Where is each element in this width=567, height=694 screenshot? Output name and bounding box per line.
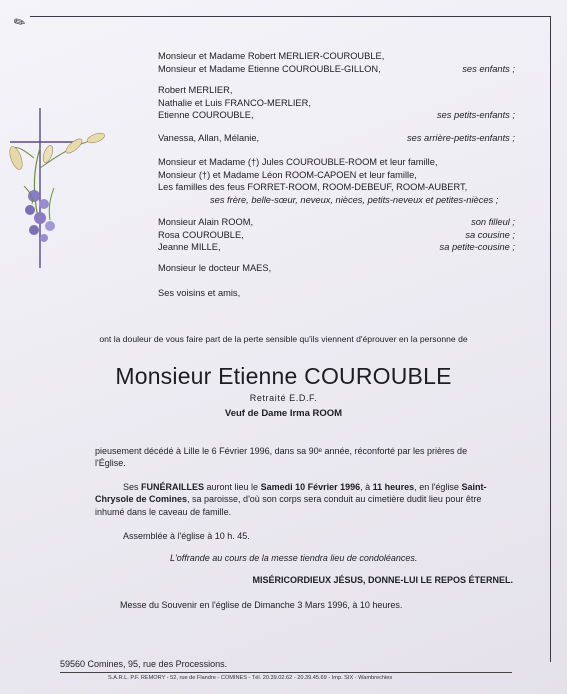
neighbors-section bbox=[0, 287, 567, 300]
deceased-line: l'Église. bbox=[95, 458, 126, 469]
deceased-first-name: Monsieur Etienne bbox=[115, 363, 298, 389]
assembly-line: Assemblée à l'église à 10 h. 45. bbox=[123, 531, 250, 541]
family-line: Les familles des feus FORRET-ROOM, ROOM-DEBEUF, ROOM-AUBERT, bbox=[158, 182, 468, 193]
deceased-paragraph bbox=[95, 445, 515, 470]
doctor-section bbox=[0, 262, 567, 275]
relative-role: sa petite-cousine ; bbox=[439, 242, 515, 253]
funeral-text: , en l'église bbox=[414, 482, 462, 492]
child-name: Monsieur et Madame Robert MERLIER-COUROUBLE, bbox=[158, 51, 385, 61]
great-grandchildren-section bbox=[0, 132, 567, 145]
printer-line: S.A.R.L. P.F. REMORY - 52, rue de Flandre - COMINES - Tél. 20.39.02.62 - 20.39.45.69 - Imp. SIX - Wambrechies bbox=[108, 675, 393, 681]
footer-divider bbox=[60, 672, 512, 673]
offrande-line: L'offrande au cours de la messe tiendra lieu de condoléances. bbox=[170, 553, 418, 563]
relative-role: sa cousine ; bbox=[465, 229, 515, 240]
address-line: 59560 Comines, 95, rue des Processions. bbox=[60, 659, 228, 669]
deceased-last-name: COUROUBLE bbox=[304, 363, 452, 389]
funeral-text: , à bbox=[360, 482, 373, 492]
children-role: ses enfants ; bbox=[462, 63, 515, 74]
family-line: Monsieur et Madame (†) Jules COUROUBLE-ROOM et leur famille, bbox=[158, 157, 438, 167]
pin-icon: ✎ bbox=[10, 12, 29, 32]
funeral-text: , sa paroisse, d'où son corps sera conduit au cimetière dudit lieu pour être bbox=[187, 494, 482, 505]
doctor-name: Monsieur le docteur MAES, bbox=[158, 263, 272, 273]
deceased-name bbox=[0, 363, 567, 390]
grandchild-name: Robert MERLIER, bbox=[158, 85, 233, 95]
family-line: Monsieur (†) et Madame Léon ROOM-CAPOEN et leur famille, bbox=[158, 169, 417, 180]
funeral-date: Samedi 10 Février 1996 bbox=[260, 482, 361, 492]
messe-line: Messe du Souvenir en l'église de Dimanche 3 Mars 1996, à 10 heures. bbox=[120, 600, 403, 610]
relatives-section bbox=[0, 216, 567, 254]
neighbors-line: Ses voisins et amis, bbox=[158, 288, 241, 298]
extended-family-role: ses frère, belle-sœur, neveux, nièces, petits-neveux et petites-nièces ; bbox=[210, 194, 499, 205]
grandchild-name: Etienne COUROUBLE, bbox=[158, 110, 254, 121]
widower-line: Veuf de Dame Irma ROOM bbox=[224, 408, 343, 419]
grandchildren-section bbox=[0, 84, 567, 122]
relative-role: son filleul ; bbox=[471, 217, 515, 227]
prayer-line: MISÉRICORDIEUX JÉSUS, DONNE-LUI LE REPOS ÉTERNEL. bbox=[252, 575, 513, 585]
funeral-text: auront lieu le bbox=[204, 482, 261, 492]
great-grandchildren-role: ses arrière-petits-enfants ; bbox=[407, 133, 515, 143]
funeral-line-1 bbox=[95, 481, 515, 493]
funeral-line-3: inhumé dans le caveau de famille. bbox=[95, 506, 232, 517]
funeral-word: FUNÉRAILLES bbox=[141, 482, 205, 492]
retired-line: Retraité E.D.F. bbox=[249, 393, 318, 403]
great-grandchildren-names: Vanessa, Allan, Mélanie, bbox=[158, 133, 260, 143]
funeral-prefix: Ses bbox=[123, 482, 142, 492]
intro-line: ont la douleur de vous faire part de la perte sensible qu'ils viennent d'éprouver en la personne de bbox=[99, 334, 468, 344]
funeral-line-2 bbox=[95, 493, 515, 505]
deceased-line: pieusement décédé à Lille le 6 Février 1996, dans sa 90ᵉ année, réconforté par les prières de bbox=[95, 446, 468, 456]
grandchild-name: Nathalie et Luis FRANCO-MERLIER, bbox=[158, 97, 311, 108]
funeral-paragraph bbox=[95, 481, 515, 518]
extended-family-section bbox=[0, 156, 567, 206]
relative-name: Jeanne MILLE, bbox=[158, 242, 221, 253]
child-name: Monsieur et Madame Etienne COUROUBLE-GILLON, bbox=[158, 63, 381, 74]
relative-name: Rosa COUROUBLE, bbox=[158, 229, 244, 240]
grandchildren-role: ses petits-enfants ; bbox=[436, 110, 515, 121]
church-name: Chrysole de Comines bbox=[95, 494, 188, 505]
top-border-line bbox=[30, 16, 550, 17]
children-section bbox=[0, 50, 567, 75]
relative-name: Monsieur Alain ROOM, bbox=[158, 217, 254, 227]
church-name: Saint- bbox=[461, 482, 487, 492]
funeral-time: 11 heures bbox=[372, 482, 415, 492]
